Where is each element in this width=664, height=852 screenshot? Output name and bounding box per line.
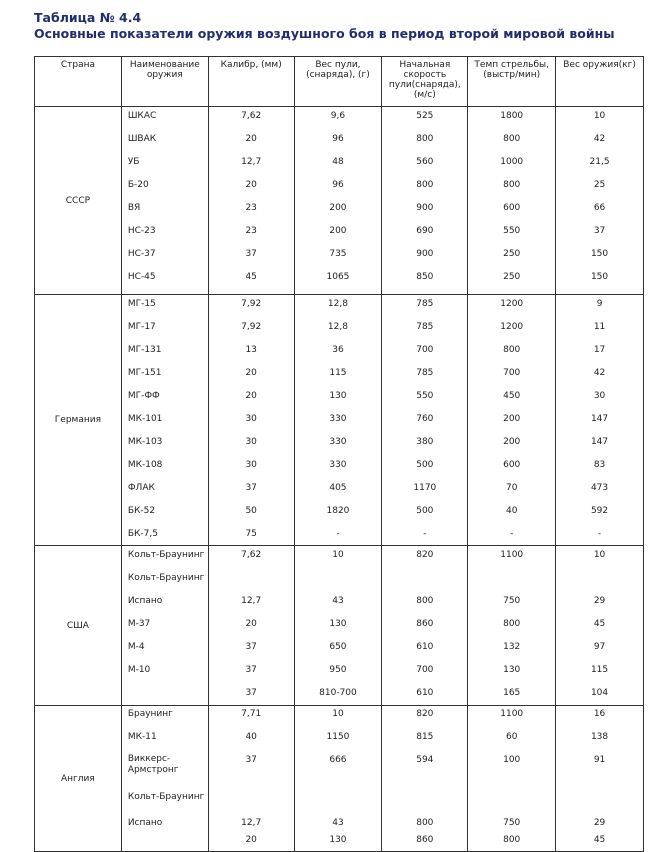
muzzle-velocity-value: 560 (416, 157, 434, 167)
bullet-weight-value: 130 (329, 619, 347, 629)
weapon-weight-value: 29 (593, 818, 606, 828)
weapon-weight-value: 42 (593, 134, 606, 144)
caliber-value: 7,92 (241, 322, 262, 332)
weapon-weight-value: 29 (593, 596, 606, 606)
rate-of-fire-value: 750 (503, 818, 521, 828)
bullet-weight-value: 43 (332, 596, 344, 606)
rate-of-fire-value: 750 (503, 596, 521, 606)
bullet-weight-column (294, 295, 382, 546)
weapon-weight-value: 25 (593, 180, 606, 190)
table-title: Основные показатели оружия воздушного боя в период второй мировой войны (34, 26, 615, 41)
caliber-column (208, 706, 294, 852)
muzzle-velocity-value: 800 (416, 596, 434, 606)
muzzle-velocity-column (382, 546, 468, 706)
weapon-name-value (122, 834, 208, 851)
caliber-value: 45 (245, 272, 257, 282)
caliber-value: 75 (245, 529, 257, 539)
weapon-weight-value: 42 (593, 368, 606, 378)
rate-of-fire-value: 130 (503, 665, 521, 675)
muzzle-velocity-value: 785 (416, 368, 434, 378)
weapon-weight-value: - (597, 529, 602, 539)
weapon-weight-value: 592 (590, 506, 609, 516)
muzzle-velocity-value: 500 (416, 506, 434, 516)
weapon-weight-value: 10 (593, 111, 606, 121)
caliber-value: 37 (245, 249, 257, 259)
weapon-name-value: Браунинг (127, 709, 173, 719)
weapon-name-value: БК-7,5 (127, 529, 158, 539)
bullet-weight-value: 10 (332, 709, 344, 719)
country-group (35, 546, 644, 706)
muzzle-velocity-value: 1170 (413, 483, 437, 493)
rate-of-fire-value: 200 (503, 414, 521, 424)
muzzle-velocity-value (382, 572, 467, 595)
weapon-name-value: БК-52 (127, 506, 156, 516)
muzzle-velocity-value: 610 (416, 688, 434, 698)
muzzle-velocity-value: 800 (416, 818, 434, 828)
bullet-weight-value: 130 (329, 391, 347, 401)
bullet-weight-value: 330 (329, 460, 347, 470)
muzzle-velocity-column (382, 706, 468, 852)
muzzle-velocity-value: 860 (416, 835, 434, 845)
rate-of-fire-value: 250 (503, 249, 521, 259)
weapon-name-value: НС-37 (127, 249, 156, 259)
muzzle-velocity-value: 700 (416, 665, 434, 675)
muzzle-velocity-value: 785 (416, 299, 434, 309)
country-cell: СССР (35, 107, 122, 295)
caliber-value: 7,62 (241, 550, 262, 560)
country-group (35, 107, 644, 295)
weapon-name-column (121, 706, 208, 852)
header-weapon-name: Наименование оружия (121, 57, 208, 107)
header-row (35, 57, 644, 107)
weapon-weight-column (556, 546, 644, 706)
caliber-value: 13 (245, 345, 257, 355)
rate-of-fire-value: 200 (503, 437, 521, 447)
muzzle-velocity-value: 900 (416, 249, 434, 259)
header-country: Страна (35, 57, 122, 107)
weapon-weight-value: 9 (596, 299, 603, 309)
muzzle-velocity-value: 850 (416, 272, 434, 282)
muzzle-velocity-value: 800 (416, 180, 434, 190)
weapon-weight-column (556, 706, 644, 852)
rate-of-fire-value: 800 (503, 619, 521, 629)
weapon-name-value: М-37 (127, 619, 151, 629)
bullet-weight-value: 1820 (326, 506, 350, 516)
rate-of-fire-value: 450 (503, 391, 521, 401)
bullet-weight-column (294, 546, 382, 706)
country-group (35, 295, 644, 546)
muzzle-velocity-value: 525 (416, 111, 434, 121)
header-caliber: Калибр, (мм) (208, 57, 294, 107)
weapon-weight-value: 147 (590, 437, 609, 447)
bullet-weight-value: 96 (332, 180, 344, 190)
weapon-name-value: М-4 (127, 642, 145, 652)
weapon-weight-value: 473 (590, 483, 609, 493)
country-cell: США (35, 546, 122, 706)
caliber-value: 50 (245, 506, 257, 516)
muzzle-velocity-value: 700 (416, 345, 434, 355)
weapon-weight-value: 138 (590, 732, 609, 742)
bullet-weight-value (295, 572, 382, 595)
rate-of-fire-value: 1000 (500, 157, 524, 167)
caliber-value: 37 (245, 665, 257, 675)
weapon-weight-value: 37 (593, 226, 606, 236)
bullet-weight-value: 12,8 (327, 299, 348, 309)
caliber-value: 20 (245, 391, 257, 401)
muzzle-velocity-value: 594 (416, 755, 434, 765)
table-number: Таблица № 4.4 (34, 10, 142, 25)
caliber-value: 20 (245, 134, 257, 144)
caliber-value: 20 (245, 835, 257, 845)
rate-of-fire-value: 250 (503, 272, 521, 282)
rate-of-fire-value: 60 (505, 732, 518, 742)
bullet-weight-value: 9,6 (330, 111, 346, 121)
bullet-weight-value: 200 (329, 203, 347, 213)
muzzle-velocity-value: 760 (416, 414, 434, 424)
caliber-column (208, 107, 294, 295)
muzzle-velocity-value: 610 (416, 642, 434, 652)
bullet-weight-value: 48 (332, 157, 344, 167)
rate-of-fire-value: 1100 (500, 550, 524, 560)
rate-of-fire-column (468, 706, 556, 852)
weapon-weight-value: 91 (593, 755, 606, 765)
rate-of-fire-value: 1200 (500, 322, 524, 332)
rate-of-fire-value: 132 (503, 642, 521, 652)
country-cell: Англия (35, 706, 122, 852)
weapon-weight-value (556, 791, 643, 817)
caliber-value: 37 (245, 755, 257, 765)
weapons-table (34, 56, 644, 852)
weapon-name-value: УБ (127, 157, 140, 167)
bullet-weight-value: 405 (329, 483, 347, 493)
caliber-value: 37 (245, 642, 257, 652)
caliber-value: 30 (245, 414, 257, 424)
rate-of-fire-value: 600 (503, 203, 521, 213)
bullet-weight-value: 950 (329, 665, 347, 675)
weapon-name-value: МК-11 (127, 732, 157, 742)
muzzle-velocity-value: 900 (416, 203, 434, 213)
header-weapon-weight: Вес оружия(кг) (556, 57, 644, 107)
caliber-column (208, 295, 294, 546)
bullet-weight-value: 666 (329, 755, 347, 765)
weapon-name-value: Виккерс-Армстронг (127, 754, 179, 775)
bullet-weight-value: 330 (329, 414, 347, 424)
muzzle-velocity-column (382, 107, 468, 295)
weapon-weight-value: 97 (593, 642, 606, 652)
weapon-name-value: МГ-15 (127, 299, 156, 309)
country-cell: Германия (35, 295, 122, 546)
bullet-weight-value: 96 (332, 134, 344, 144)
weapon-weight-value: 11 (593, 322, 606, 332)
weapon-weight-value: 16 (593, 709, 606, 719)
bullet-weight-column (294, 706, 382, 852)
bullet-weight-value: 735 (329, 249, 347, 259)
caliber-value: 40 (245, 732, 257, 742)
rate-of-fire-value: 100 (503, 755, 521, 765)
weapon-name-value: МК-103 (127, 437, 163, 447)
bullet-weight-column (294, 107, 382, 295)
rate-of-fire-value: 800 (503, 134, 521, 144)
bullet-weight-value: 36 (332, 345, 344, 355)
weapon-name-value: МГ-151 (127, 368, 162, 378)
weapon-name-value: Испано (127, 818, 163, 828)
weapon-name-value: ШВАК (127, 134, 157, 144)
caliber-value: 30 (245, 437, 257, 447)
rate-of-fire-value (468, 572, 555, 595)
bullet-weight-value: 12,8 (327, 322, 348, 332)
muzzle-velocity-value: 550 (416, 391, 434, 401)
muzzle-velocity-value: 800 (416, 134, 434, 144)
rate-of-fire-value: - (510, 529, 514, 539)
header-muzzle-velocity: Начальная скорость пули(снаряда), (м/с) (382, 57, 468, 107)
rate-of-fire-value: 800 (503, 835, 521, 845)
rate-of-fire-column (468, 107, 556, 295)
weapon-weight-value: 150 (590, 272, 609, 282)
caliber-value: 12,7 (241, 157, 262, 167)
rate-of-fire-value: 70 (505, 483, 518, 493)
weapon-weight-value: 45 (593, 619, 606, 629)
caliber-value: 23 (245, 226, 257, 236)
bullet-weight-value: 1065 (326, 272, 350, 282)
weapon-name-value: Б-20 (127, 180, 149, 190)
caliber-value: 12,7 (241, 818, 262, 828)
caliber-value: 7,92 (241, 299, 262, 309)
bullet-weight-value: 1150 (326, 732, 350, 742)
bullet-weight-value: 330 (329, 437, 347, 447)
caliber-column (208, 546, 294, 706)
bullet-weight-value: 130 (329, 835, 347, 845)
weapon-name-value: ШКАС (127, 111, 157, 121)
caliber-value: 12,7 (241, 596, 262, 606)
rate-of-fire-column (468, 295, 556, 546)
rate-of-fire-value: 700 (503, 368, 521, 378)
weapon-name-value: ФЛАК (127, 483, 155, 493)
caliber-value: 37 (245, 483, 257, 493)
weapon-weight-column (556, 107, 644, 295)
weapon-weight-value: 45 (593, 835, 606, 845)
weapon-name-value: МК-101 (127, 414, 163, 424)
weapon-name-value: Кольт-Браунинг (127, 792, 205, 802)
caliber-value: 20 (245, 368, 257, 378)
caliber-value (209, 791, 294, 817)
rate-of-fire-value: 1100 (500, 709, 524, 719)
rate-of-fire-value: 1800 (500, 111, 524, 121)
weapon-name-value (122, 687, 208, 705)
rate-of-fire-value: 165 (503, 688, 521, 698)
rate-of-fire-value: 550 (503, 226, 521, 236)
muzzle-velocity-value: 500 (416, 460, 434, 470)
weapon-name-column (121, 107, 208, 295)
bullet-weight-value: 200 (329, 226, 347, 236)
weapon-weight-value: 150 (590, 249, 609, 259)
rate-of-fire-value: 800 (503, 345, 521, 355)
weapon-name-value: НС-23 (127, 226, 156, 236)
rate-of-fire-value: 600 (503, 460, 521, 470)
caliber-value: 37 (245, 688, 257, 698)
weapon-name-value: ВЯ (127, 203, 141, 213)
bullet-weight-value: 650 (329, 642, 347, 652)
weapon-weight-column (556, 295, 644, 546)
weapon-weight-value: 147 (590, 414, 609, 424)
muzzle-velocity-value: - (423, 529, 427, 539)
weapon-weight-value: 104 (590, 688, 609, 698)
weapon-weight-value: 115 (590, 665, 609, 675)
rate-of-fire-value: 800 (503, 180, 521, 190)
weapon-name-value: Кольт-Браунинг (127, 573, 205, 583)
weapon-name-value: МГ-17 (127, 322, 156, 332)
rate-of-fire-column (468, 546, 556, 706)
weapon-name-value: М-10 (127, 665, 151, 675)
caliber-value: 30 (245, 460, 257, 470)
muzzle-velocity-value: 860 (416, 619, 434, 629)
caliber-value (209, 572, 294, 595)
weapon-name-value: НС-45 (127, 272, 156, 282)
bullet-weight-value (295, 791, 382, 817)
caliber-value: 20 (245, 180, 257, 190)
weapon-name-value: Кольт-Браунинг (127, 550, 205, 560)
bullet-weight-value: 115 (329, 368, 347, 378)
muzzle-velocity-value: 785 (416, 322, 434, 332)
bullet-weight-value: 10 (332, 550, 344, 560)
caliber-value: 23 (245, 203, 257, 213)
weapon-name-value: МК-108 (127, 460, 163, 470)
weapon-weight-value: 17 (593, 345, 606, 355)
bullet-weight-value: 43 (332, 818, 344, 828)
bullet-weight-value: 810-700 (319, 688, 357, 698)
rate-of-fire-value: 40 (505, 506, 518, 516)
weapon-weight-value (556, 572, 643, 595)
weapon-name-value: Испано (127, 596, 163, 606)
caliber-value: 7,71 (241, 709, 262, 719)
weapon-name-column (121, 546, 208, 706)
weapon-name-column (121, 295, 208, 546)
muzzle-velocity-value: 815 (416, 732, 434, 742)
weapon-name-value: МГ-ФФ (127, 391, 160, 401)
weapon-weight-value: 10 (593, 550, 606, 560)
muzzle-velocity-value: 380 (416, 437, 434, 447)
weapon-weight-value: 66 (593, 203, 606, 213)
rate-of-fire-value: 1200 (500, 299, 524, 309)
weapon-name-value: МГ-131 (127, 345, 162, 355)
rate-of-fire-value (468, 791, 555, 817)
caliber-value: 20 (245, 619, 257, 629)
country-group (35, 706, 644, 852)
muzzle-velocity-value: 820 (416, 709, 434, 719)
weapon-weight-value: 21,5 (589, 157, 610, 167)
header-rate-of-fire: Темп стрельбы, (выстр/мин) (468, 57, 556, 107)
weapon-weight-value: 30 (593, 391, 606, 401)
header-bullet-weight: Вес пули, (снаряда), (г) (294, 57, 382, 107)
muzzle-velocity-value: 820 (416, 550, 434, 560)
muzzle-velocity-column (382, 295, 468, 546)
bullet-weight-value: - (336, 529, 340, 539)
weapon-weight-value: 83 (593, 460, 606, 470)
caliber-value: 7,62 (241, 111, 262, 121)
muzzle-velocity-value (382, 791, 467, 817)
muzzle-velocity-value: 690 (416, 226, 434, 236)
